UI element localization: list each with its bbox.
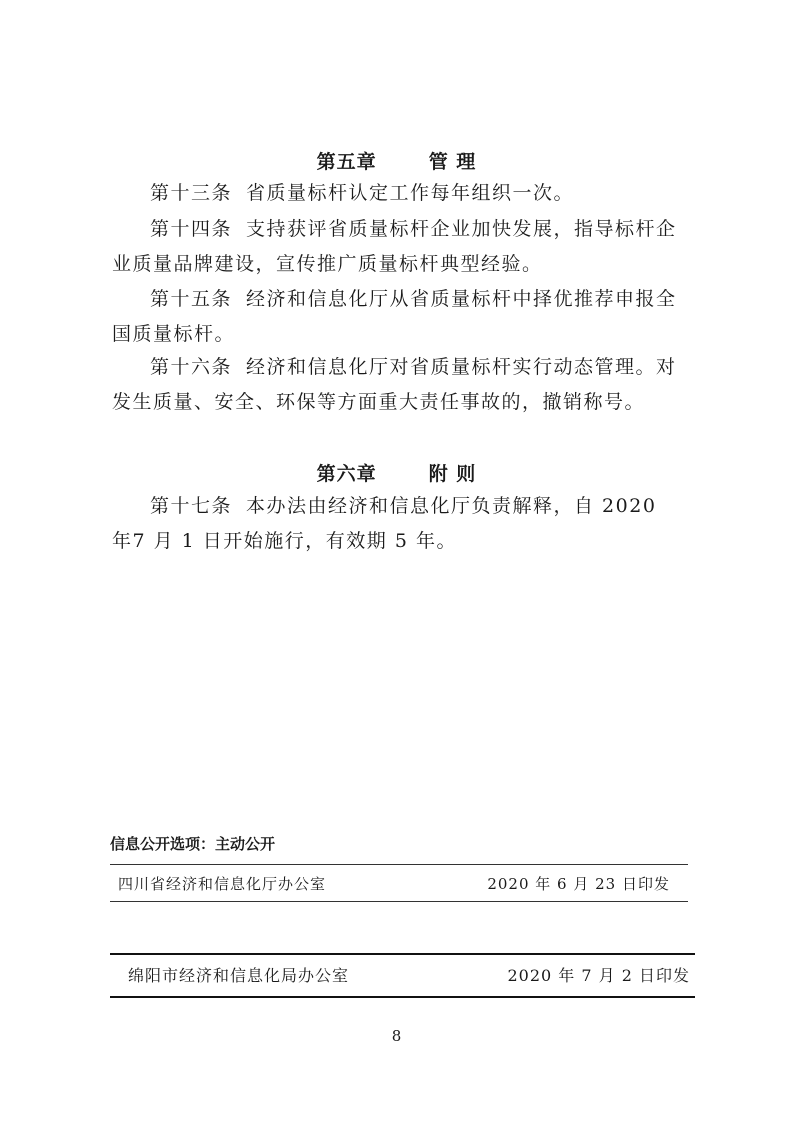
article-14: [112, 212, 684, 281]
chapter-5-name: 管 理: [428, 151, 477, 173]
issuer-1-date: 2020 年 6 月 23 日印发: [487, 875, 670, 893]
issuer-2-office: 绵阳市经济和信息化局办公室: [128, 966, 350, 985]
chapter-6-number: 第六章: [316, 463, 377, 485]
article-17: [112, 489, 684, 558]
issuer-row-2: [128, 963, 690, 986]
chapter-5-heading: [0, 147, 793, 174]
chapter-6-name: 附 则: [428, 463, 477, 485]
article-16: [112, 350, 684, 419]
issuer-row-1: [118, 873, 670, 894]
chapter-5-number: 第五章: [316, 151, 377, 173]
article-14-label: 第十四条: [150, 218, 233, 240]
article-17-text: 本办法由经济和信息化厅负责解释，自 2020 年7 月 1 日开始施行，有效期 5 年。: [112, 495, 657, 552]
article-15-text: 经济和信息化厅从省质量标杆中择优推荐申报全国质量标杆。: [112, 288, 677, 345]
article-13-text: 省质量标杆认定工作每年组织一次。: [246, 182, 575, 204]
page-number: 8: [391, 1027, 402, 1045]
article-17-label: 第十七条: [150, 495, 233, 517]
divider-bottom-1: [110, 901, 688, 902]
article-16-label: 第十六条: [150, 356, 233, 378]
article-14-text: 支持获评省质量标杆企业加快发展，指导标杆企业质量品牌建设，宣传推广质量标杆典型经验。: [112, 218, 677, 275]
article-13-label: 第十三条: [150, 182, 233, 204]
issuer-1-office: 四川省经济和信息化厅办公室: [118, 875, 327, 893]
divider-top-1: [110, 864, 688, 865]
disclosure-option: 信息公开选项：主动公开: [110, 835, 276, 853]
issuer-2-date: 2020 年 7 月 2 日印发: [507, 966, 690, 985]
divider-bottom-2: [110, 996, 695, 998]
chapter-6-heading: [0, 459, 793, 486]
article-16-text: 经济和信息化厅对省质量标杆实行动态管理。对发生质量、安全、环保等方面重大责任事故的，撤销称号。: [112, 356, 677, 413]
article-13: [112, 176, 684, 211]
divider-top-2: [110, 953, 695, 955]
article-15-label: 第十五条: [150, 288, 233, 310]
article-15: [112, 282, 684, 351]
